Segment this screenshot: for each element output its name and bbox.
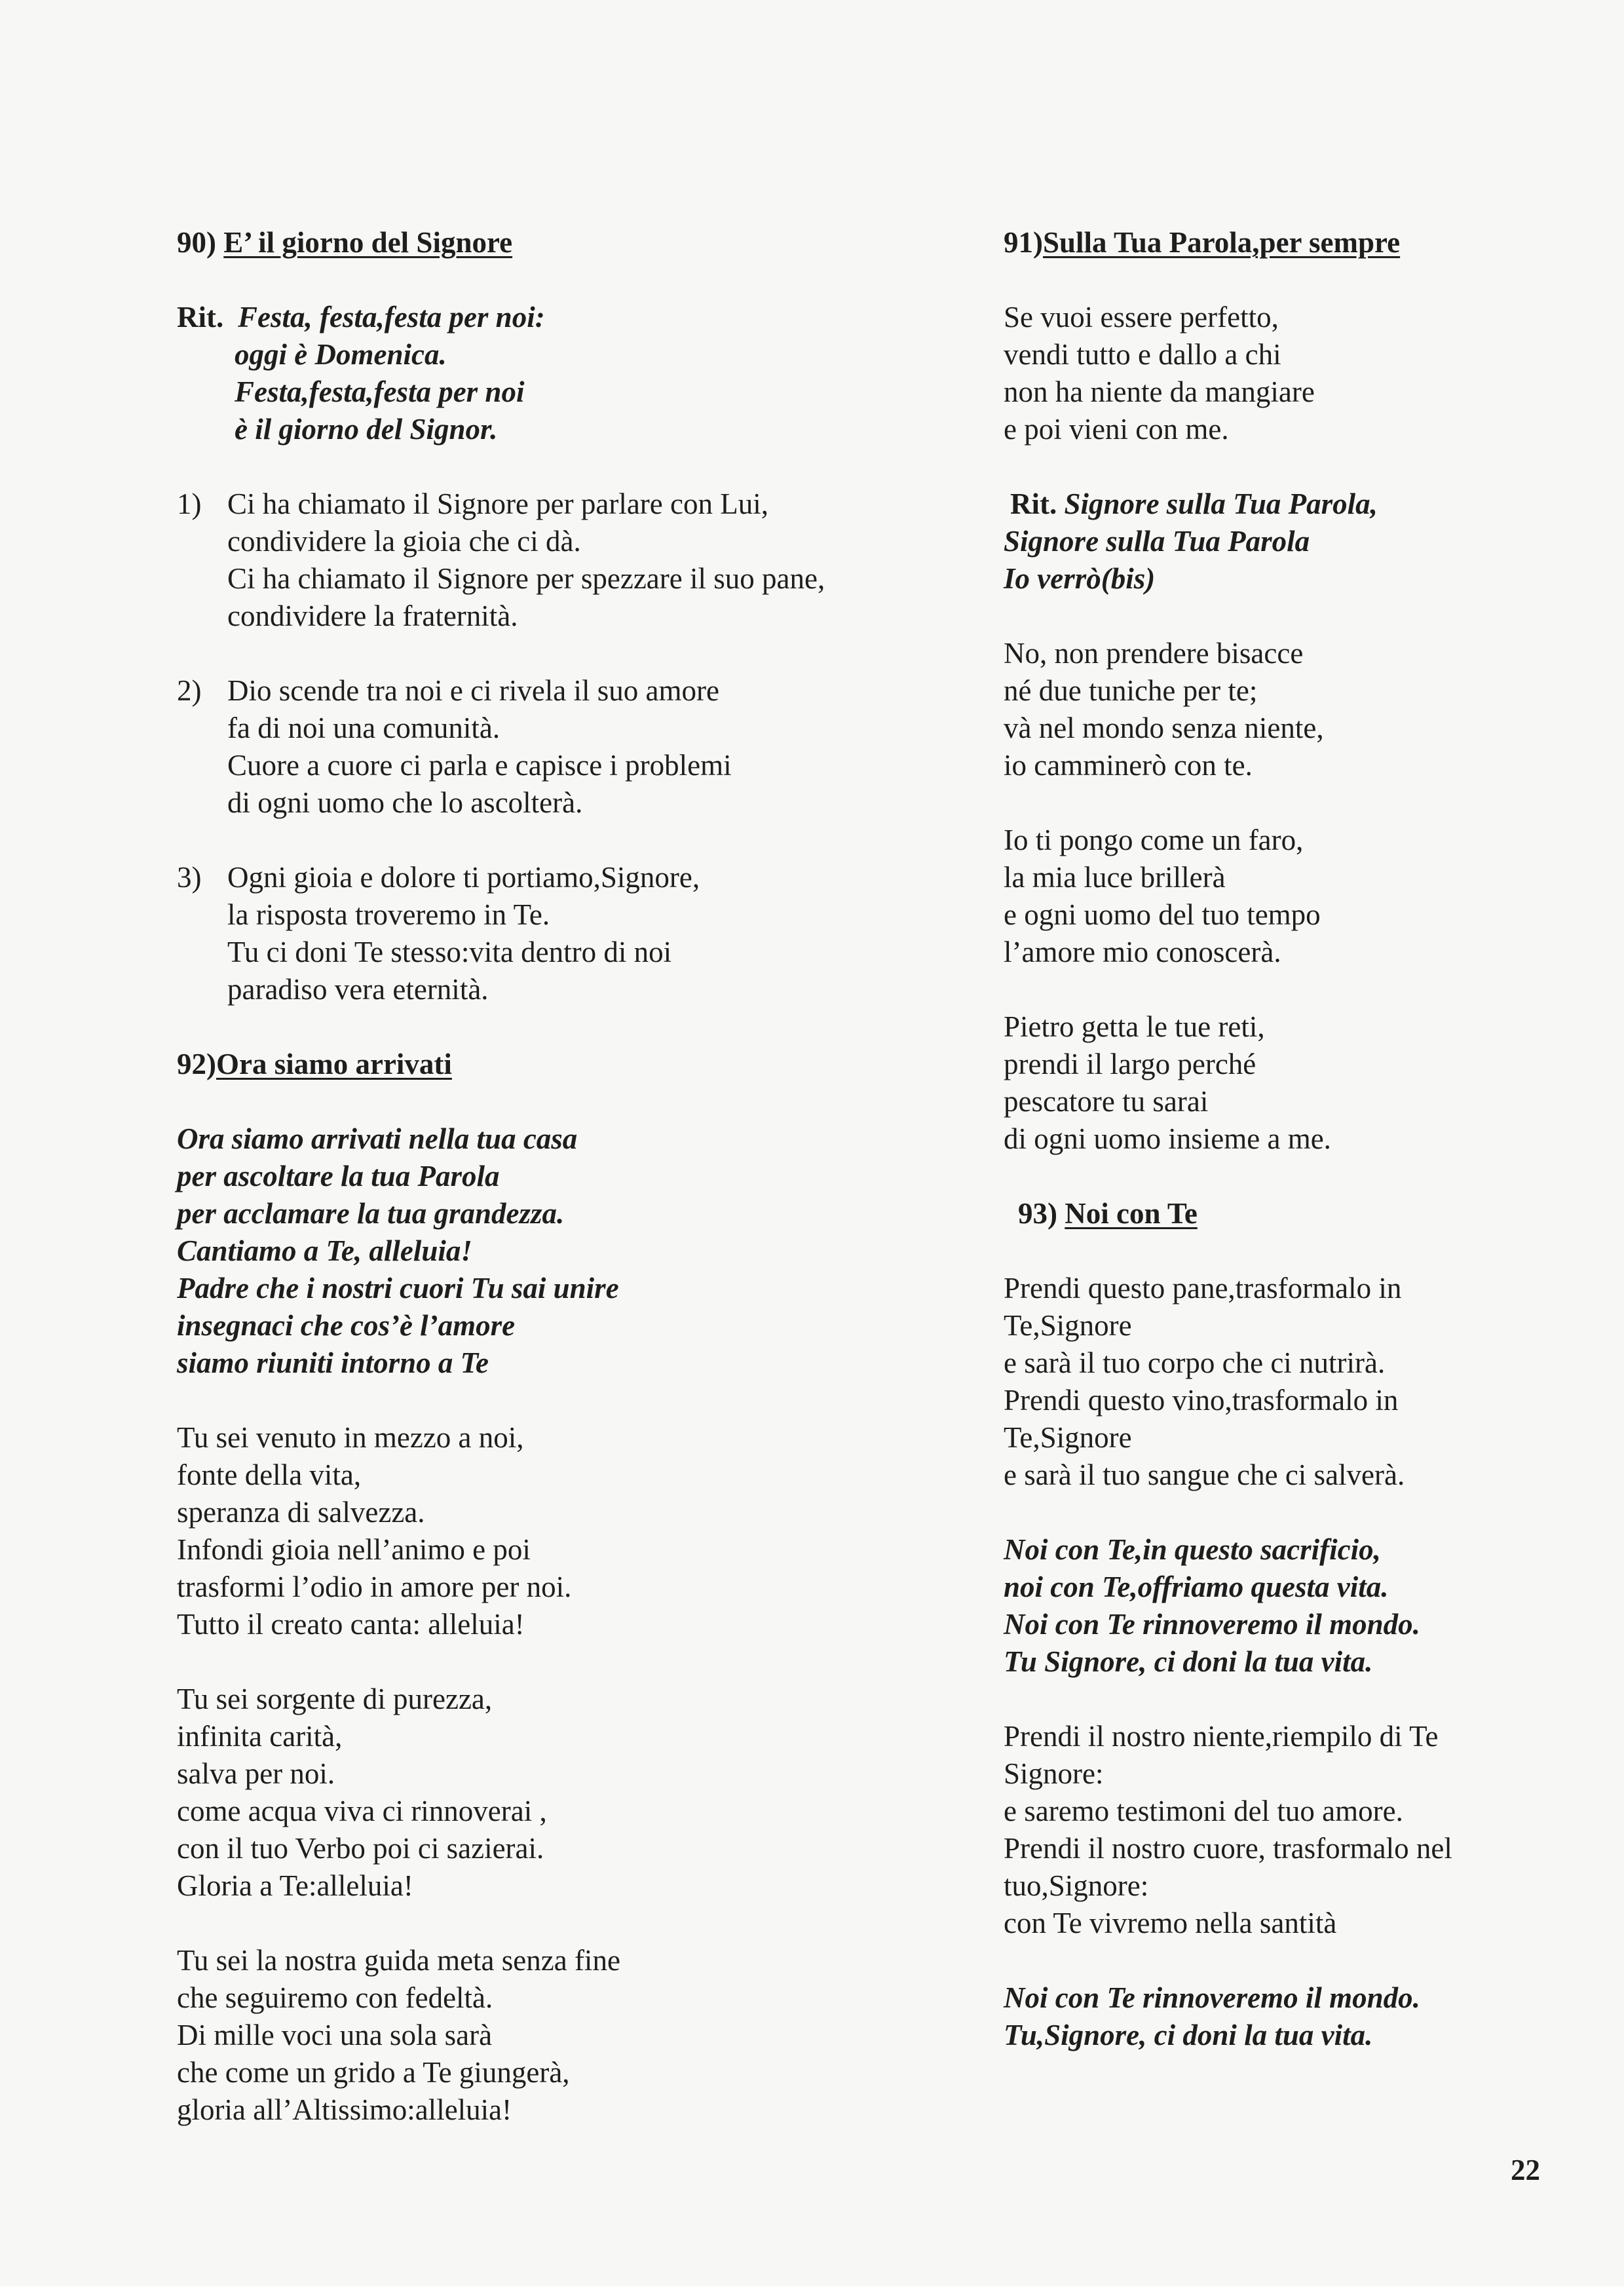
verse-line: Signore: [1004, 1757, 1104, 1790]
verse-line: e ogni uomo del tuo tempo [1004, 898, 1321, 931]
verse-line: che seguiremo con fedeltà. [177, 1981, 493, 2014]
verse-line: di ogni uomo che lo ascolterà. [227, 786, 583, 819]
song-91-heading [1004, 224, 1554, 261]
verse-line: fonte della vita, [177, 1458, 362, 1491]
song-93-refrain-2 [1004, 1979, 1554, 2054]
refrain-line: Tu,Signore, ci doni la tua vita. [1004, 2019, 1373, 2051]
page-number: 22 [1511, 2154, 1540, 2186]
verse-line: Prendi il nostro niente,riempilo di Te [1004, 1720, 1439, 1753]
verse-number: 2) [177, 674, 202, 707]
song-91-verse-2 [1004, 635, 1554, 784]
song-90-title: E’ il giorno del Signore [223, 226, 513, 259]
verse-line: Ci ha chiamato il Signore per parlare con Lui, [227, 487, 768, 520]
song-92-verse-1 [177, 1419, 924, 1643]
left-column [177, 224, 924, 2129]
song-92-number: 92) [177, 1048, 216, 1080]
refrain-line: siamo riuniti intorno a Te [177, 1346, 489, 1379]
song-92-refrain [177, 1120, 924, 1382]
rit-line: Festa,festa,festa per noi [235, 375, 525, 408]
verse-line: condividere la fraternità. [227, 600, 518, 632]
refrain-line: per ascoltare la tua Parola [177, 1160, 500, 1192]
refrain-line: Tu Signore, ci doni la tua vita. [1004, 1645, 1373, 1678]
song-92-verse-3 [177, 1942, 924, 2129]
verse-line: Prendi questo vino,trasformalo in [1004, 1384, 1399, 1417]
song-90-rit-label: Rit. [177, 301, 224, 333]
refrain-line: Noi con Te rinnoveremo il mondo. [1004, 1608, 1420, 1641]
verse-line: Gloria a Te:alleluia! [177, 1869, 413, 1902]
verse-line: Tu ci doni Te stesso:vita dentro di noi [227, 936, 672, 968]
song-93-heading [1004, 1195, 1554, 1232]
refrain-line: noi con Te,offriamo questa vita. [1004, 1571, 1389, 1603]
verse-number: 1) [177, 487, 202, 520]
rit-line: oggi è Domenica. [235, 338, 447, 371]
song-90-number: 90) [177, 226, 216, 259]
song-91-verse-3 [1004, 822, 1554, 971]
verse-line: gloria all’Altissimo:alleluia! [177, 2093, 512, 2126]
verse-line: tuo,Signore: [1004, 1869, 1149, 1902]
verse-line: speranza di salvezza. [177, 1496, 425, 1529]
song-90-verse-2 [177, 672, 924, 822]
verse-line: infinita carità, [177, 1720, 343, 1753]
song-91-number: 91) [1004, 226, 1043, 259]
verse-line: Ogni gioia e dolore ti portiamo,Signore, [227, 861, 700, 894]
verse-line: Se vuoi essere perfetto, [1004, 301, 1279, 333]
refrain-line: Noi con Te rinnoveremo il mondo. [1004, 1981, 1420, 2014]
verse-line: và nel mondo senza niente, [1004, 712, 1324, 744]
verse-line: e sarà il tuo sangue che ci salverà. [1004, 1458, 1405, 1491]
rit-line: è il giorno del Signor. [235, 413, 498, 446]
verse-line: paradiso vera eternità. [227, 973, 489, 1006]
verse-line: Io ti pongo come un faro, [1004, 824, 1304, 856]
verse-line: fa di noi una comunità. [227, 712, 500, 744]
song-93-verse-1 [1004, 1270, 1554, 1494]
verse-line: di ogni uomo insieme a me. [1004, 1122, 1331, 1155]
verse-line: condividere la gioia che ci dà. [227, 525, 581, 558]
song-92-verse-2 [177, 1681, 924, 1905]
verse-line: Prendi questo pane,trasformalo in [1004, 1272, 1402, 1305]
verse-line: Tu sei la nostra guida meta senza fine [177, 1944, 620, 1977]
rit-line: Festa, festa,festa per noi: [238, 301, 545, 333]
verse-line: Tutto il creato canta: alleluia! [177, 1608, 525, 1641]
verse-line: la risposta troveremo in Te. [227, 898, 550, 931]
verse-line: Pietro getta le tue reti, [1004, 1010, 1265, 1043]
verse-line: io camminerò con te. [1004, 749, 1253, 782]
right-column [1004, 224, 1554, 2054]
song-91-verse-4 [1004, 1008, 1554, 1158]
song-90-verse-3 [177, 859, 924, 1008]
verse-line: che come un grido a Te giungerà, [177, 2056, 570, 2089]
verse-line: vendi tutto e dallo a chi [1004, 338, 1281, 371]
verse-line: No, non prendere bisacce [1004, 637, 1304, 670]
verse-line: Ci ha chiamato il Signore per spezzare il suo pane, [227, 562, 825, 595]
verse-number: 3) [177, 861, 202, 894]
verse-line: la mia luce brillerà [1004, 861, 1226, 894]
song-93-title: Noi con Te [1065, 1197, 1198, 1230]
refrain-line: per acclamare la tua grandezza. [177, 1197, 565, 1230]
refrain-line: Ora siamo arrivati nella tua casa [177, 1122, 578, 1155]
verse-line: prendi il largo perché [1004, 1048, 1256, 1080]
verse-line: salva per noi. [177, 1757, 335, 1790]
refrain-line: Cantiamo a Te, alleluia! [177, 1234, 472, 1267]
verse-line: Di mille voci una sola sarà [177, 2019, 493, 2051]
refrain-line: Padre che i nostri cuori Tu sai unire [177, 1272, 619, 1305]
song-90-verse-1 [177, 486, 924, 635]
verse-line: Infondi gioia nell’animo e poi [177, 1533, 531, 1566]
verse-line: Prendi il nostro cuore, trasformalo nel [1004, 1832, 1452, 1865]
song-90-refrain [177, 299, 924, 448]
verse-line: Cuore a cuore ci parla e capisce i problemi [227, 749, 732, 782]
song-92-heading [177, 1046, 924, 1083]
verse-line: Te,Signore [1004, 1309, 1132, 1342]
song-91-verse-1 [1004, 299, 1554, 448]
verse-line: Tu sei sorgente di purezza, [177, 1683, 493, 1715]
song-93-refrain [1004, 1531, 1554, 1681]
song-91-rit-label: Rit. [1010, 487, 1057, 520]
verse-line: non ha niente da mangiare [1004, 375, 1315, 408]
song-91-title: Sulla Tua Parola,per sempre [1043, 226, 1401, 259]
rit-line: Io verrò(bis) [1004, 562, 1156, 595]
verse-line: Tu sei venuto in mezzo a noi, [177, 1421, 524, 1454]
verse-line: con Te vivremo nella santità [1004, 1907, 1337, 1939]
verse-line: come acqua viva ci rinnoverai , [177, 1795, 547, 1827]
rit-line: Signore sulla Tua Parola [1004, 525, 1310, 558]
verse-line: l’amore mio conoscerà. [1004, 936, 1281, 968]
refrain-line: insegnaci che cos’è l’amore [177, 1309, 516, 1342]
song-90-heading [177, 224, 924, 261]
song-93-verse-2 [1004, 1718, 1554, 1942]
verse-line: e saremo testimoni del tuo amore. [1004, 1795, 1403, 1827]
song-91-refrain [1004, 486, 1554, 598]
song-92-title: Ora siamo arrivati [216, 1048, 452, 1080]
verse-line: pescatore tu sarai [1004, 1085, 1209, 1118]
refrain-line: Noi con Te,in questo sacrificio, [1004, 1533, 1381, 1566]
verse-line: e poi vieni con me. [1004, 413, 1229, 446]
verse-line: né due tuniche per te; [1004, 674, 1258, 707]
song-93-number: 93) [1018, 1197, 1057, 1230]
verse-line: trasformi l’odio in amore per noi. [177, 1571, 572, 1603]
verse-line: Dio scende tra noi e ci rivela il suo amore [227, 674, 719, 707]
verse-line: Te,Signore [1004, 1421, 1132, 1454]
rit-line: Signore sulla Tua Parola, [1064, 487, 1378, 520]
verse-line: e sarà il tuo corpo che ci nutrirà. [1004, 1346, 1386, 1379]
verse-line: con il tuo Verbo poi ci sazierai. [177, 1832, 544, 1865]
